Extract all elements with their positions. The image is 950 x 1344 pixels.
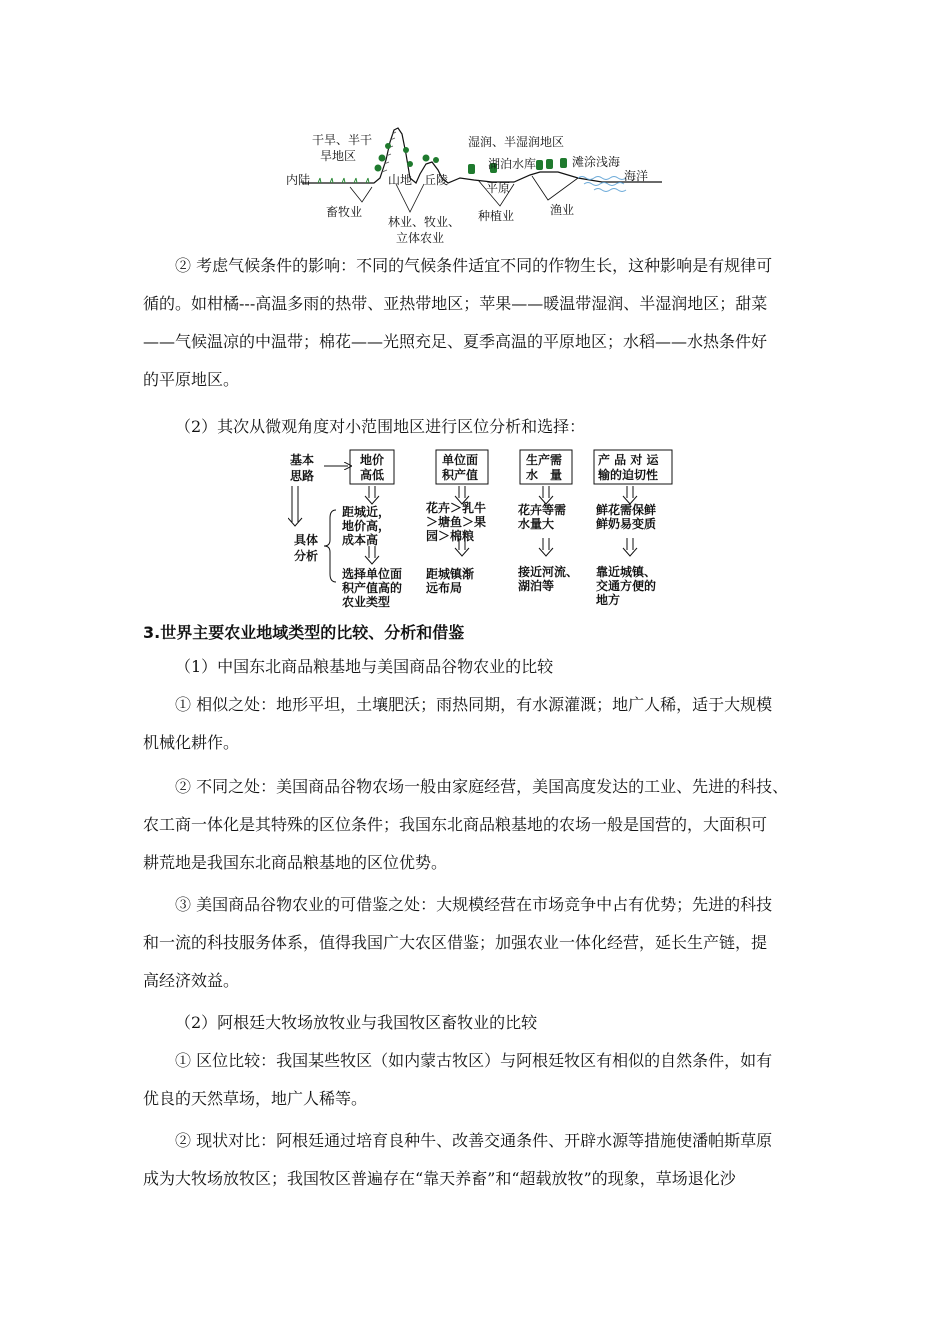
svg-text:单位面: 单位面 [442,453,479,467]
section-1-lessons: ③ 美国商品谷物农业的可借鉴之处：大规模经营在市场竞争中占有优势；先进的科技 和一流的科技服务体系，值得我国广大农区借鉴；加强农业一体化经营，延长生产链，提 高经济效益。 [143,895,773,990]
svg-text:湖泊等: 湖泊等 [518,579,555,593]
svg-text:远布局: 远布局 [426,581,463,595]
label-inland: 内陆 [286,173,311,187]
svg-text:产 品 对 运: 产 品 对 运 [598,453,659,467]
svg-text:接近河流、: 接近河流、 [518,565,579,579]
label-basic-idea-2: 思路 [290,469,315,483]
label-fishery: 渔业 [550,203,575,217]
label-specific-2: 分析 [294,549,319,563]
label-hill: 丘陵 [424,173,449,187]
label-humid: 湿润、半湿润地区 [468,135,565,149]
svg-text:距城镇渐: 距城镇渐 [426,567,475,581]
label-forestry-2: 立体农业 [396,231,445,245]
paragraph-micro: （2）其次从微观角度对小范围地区进行区位分析和选择： [175,417,586,436]
terrain-agriculture-diagram [278,120,668,248]
svg-text:鲜花需保鲜: 鲜花需保鲜 [596,503,657,517]
flowchart-svg [288,446,680,614]
grass-icon [318,178,369,183]
svg-text:选择单位面: 选择单位面 [342,567,403,581]
label-specific: 具体 [294,533,319,547]
svg-text:花卉等需: 花卉等需 [518,503,567,517]
svg-text:花卉＞乳牛: 花卉＞乳牛 [426,501,487,515]
svg-text:输的迫切性: 输的迫切性 [598,468,659,482]
svg-text:积产值: 积产值 [442,468,479,482]
section-1-similarities: ① 相似之处：地形平坦，土壤肥沃；雨热同期，有水源灌溉；地广人稀，适于大规模 机械化耕作。 [143,695,773,752]
label-forestry: 林业、牧业、 [388,215,461,229]
section-heading-3: 3.世界主要农业地域类型的比较、分析和借鉴 [143,623,465,642]
svg-text:靠近城镇、: 靠近城镇、 [596,565,657,579]
section-1-title: （1）中国东北商品粮基地与美国商品谷物农业的比较 [175,657,554,676]
svg-text:鲜奶易变质: 鲜奶易变质 [596,517,657,531]
svg-text:地价高，: 地价高， [342,519,391,533]
svg-text:地价: 地价 [360,453,385,467]
label-mountain: 山地 [388,173,413,187]
section-1-differences: ② 不同之处：美国商品谷物农场一般由家庭经营，美国高度发达的工业、先进的科技、 农工商一体化是其特殊的区位条件；我国东北商品粮基地的农场一般是国营的，大面积可 耕荒地是我国东北商品粮基地的区位优势。 [143,777,789,872]
location-analysis-flowchart [288,446,680,614]
svg-text:生产需: 生产需 [526,453,563,467]
svg-text:农业类型: 农业类型 [342,595,391,609]
svg-text:水量大: 水量大 [518,517,555,531]
label-ocean: 海洋 [624,169,649,183]
svg-text:园＞棉粮: 园＞棉粮 [426,529,475,543]
svg-text:距城近，: 距城近， [342,505,391,519]
label-basic-idea: 基本 [290,453,315,467]
label-lake: 湖泊水库 [488,157,537,171]
svg-text:水 量: 水 量 [526,468,563,482]
label-planting: 种植业 [478,209,515,223]
label-tidal: 滩涂浅海 [572,155,621,169]
paragraph-climate: ② 考虑气候条件的影响：不同的气候条件适宜不同的作物生长，这种影响是有规律可 循的。如柑橘---高温多雨的热带、亚热带地区；苹果——暖温带湿润、半湿润地区；甜菜 ——气候温凉的中温带；棉花——光照充足、夏季高温的平原地区；水稻——水热条件好 的平原地区。 [143,256,773,389]
section-2-location: ① 区位比较：我国某些牧区（如内蒙古牧区）与阿根廷牧区有相似的自然条件，如有 优良的天然草场，地广人稀等。 [143,1051,773,1108]
svg-text:交通方便的: 交通方便的 [596,579,657,593]
section-2-status: ② 现状对比：阿根廷通过培育良种牛、改善交通条件、开辟水源等措施使潘帕斯草原 成为大牧场放牧区；我国牧区普遍存在“靠天养畜”和“超载放牧”的现象，草场退化沙 [143,1131,773,1188]
svg-text:地方: 地方 [596,593,621,607]
label-livestock: 畜牧业 [326,205,363,219]
svg-text:成本高: 成本高 [342,533,379,547]
label-arid: 干旱、半干 [312,133,373,147]
svg-text:＞塘鱼＞果: ＞塘鱼＞果 [426,515,487,529]
terrain-diagram-svg [278,120,668,248]
label-arid-2: 旱地区 [320,149,357,163]
svg-text:高低: 高低 [360,468,385,482]
label-plain: 平原 [486,181,511,195]
svg-text:积产值高的: 积产值高的 [342,581,403,595]
section-2-title: （2）阿根廷大牧场放牧业与我国牧区畜牧业的比较 [175,1013,538,1032]
